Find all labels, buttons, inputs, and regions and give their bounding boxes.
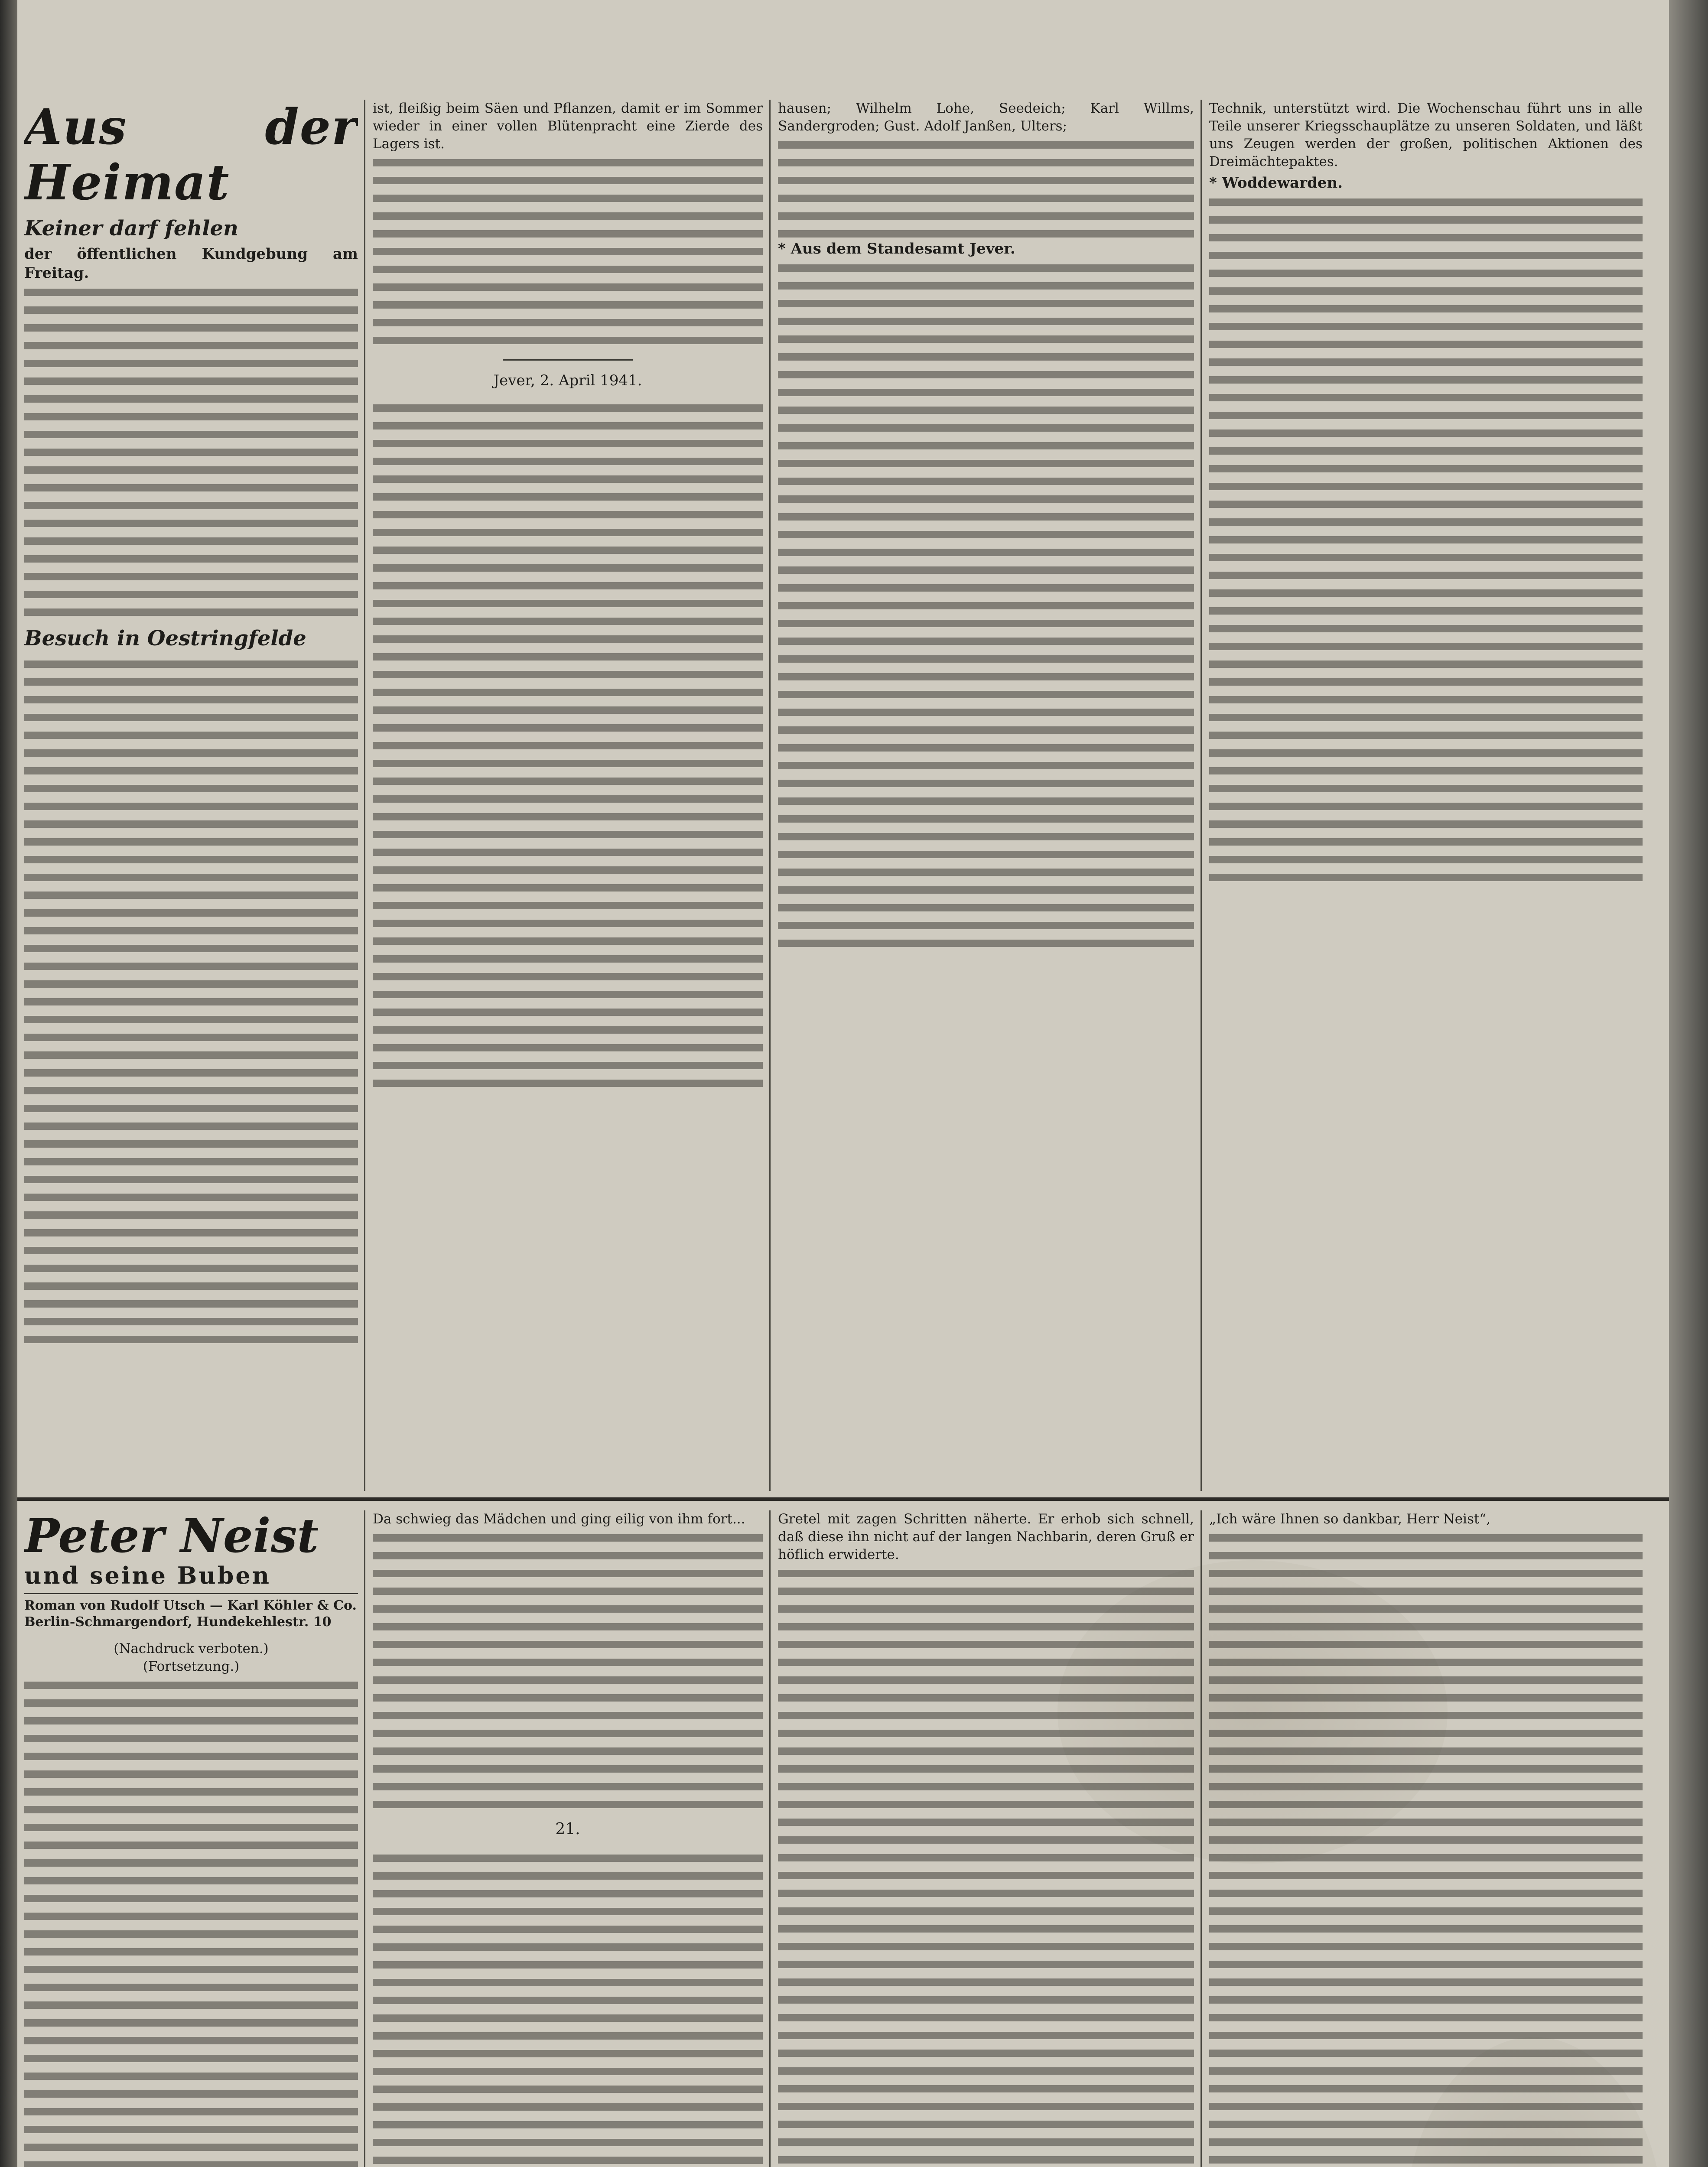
- news-item-heading: * Aus dem Standesamt Jever.: [778, 240, 1015, 257]
- section-masthead: Aus der Heimat: [24, 100, 358, 211]
- illegible-body-text: [373, 1848, 763, 2167]
- illegible-body-text: [778, 258, 1194, 952]
- article-paragraph: hausen; Wilhelm Lohe, Seedeich; Karl Willms, Sandergroden; Gust. Adolf Janßen, Ulters;: [778, 101, 1194, 134]
- column-2: [373, 100, 763, 1491]
- serial-credit: Roman von Rudolf Utsch — Karl Köhler & Co.: [24, 1598, 357, 1613]
- column-4: [1209, 100, 1643, 1491]
- reprint-notice: (Nachdruck verboten.): [114, 1641, 269, 1656]
- serial-column-a: [24, 1510, 358, 2167]
- serial-paragraph: Da schwieg das Mädchen und ging eilig von ihm fort...: [373, 1511, 745, 1527]
- news-item-heading: * Woddewarden.: [1209, 174, 1343, 192]
- page-edge-right: [1669, 0, 1708, 2167]
- serial-column-d: [1209, 1510, 1643, 2167]
- illegible-body-text: [1209, 1528, 1643, 2167]
- illegible-body-text: [373, 1528, 763, 1810]
- column-rule: [769, 1510, 771, 2167]
- article-paragraph: Technik, unterstützt wird. Die Wochenschau führt uns in alle Teile unserer Kriegsschauplätze zu unseren Soldaten, und läßt uns Zeugen werden der großen, politischen Aktionen des Dreimächtepaktes.: [1209, 101, 1643, 169]
- illegible-body-text: [24, 283, 358, 621]
- page-edge-left: [0, 0, 17, 2167]
- column-heimat: [24, 100, 358, 1491]
- illegible-body-text: [24, 654, 358, 1348]
- dateline: Jever, 2. April 1941.: [493, 372, 642, 389]
- serial-column-c: [778, 1510, 1194, 2167]
- serial-subtitle: und seine Buben: [24, 1562, 271, 1589]
- serial-paragraph: Gretel mit zagen Schritten näherte. Er erhob sich schnell, daß diese ihn nicht auf der langen Nachbarin, deren Gruß er höflich erwiderte.: [778, 1511, 1194, 1562]
- article-headline: Besuch in Oestringfelde: [24, 626, 306, 651]
- section-divider: [17, 1497, 1669, 1501]
- serial-column-b: [373, 1510, 763, 2167]
- illegible-body-text: [24, 1676, 358, 2167]
- article-paragraph: ist, fleißig beim Säen und Pflanzen, damit er im Sommer wieder in einer vollen Blütenpracht eine Zierde des Lagers ist.: [373, 101, 763, 152]
- separator: [503, 359, 633, 361]
- serial-paragraph: „Ich wäre Ihnen so dankbar, Herr Neist“,: [1209, 1511, 1491, 1527]
- newspaper-page: [17, 0, 1669, 2167]
- chapter-number: 21.: [555, 1820, 580, 1838]
- illegible-body-text: [1209, 192, 1643, 886]
- title-rule: [24, 1593, 358, 1594]
- article-headline: Keiner darf fehlen: [24, 216, 238, 241]
- column-rule: [769, 100, 771, 1491]
- illegible-body-text: [778, 1564, 1194, 2167]
- illegible-body-text: [778, 135, 1194, 239]
- illegible-body-text: [373, 153, 763, 348]
- serial-title: Peter Neist: [24, 1510, 319, 1563]
- article-lead: der öffentlichen Kundgebung am Freitag.: [24, 245, 358, 282]
- continuation-notice: (Fortsetzung.): [143, 1659, 240, 1674]
- column-rule: [364, 1510, 365, 2167]
- column-rule: [1200, 100, 1202, 1491]
- illegible-body-text: [373, 398, 763, 1092]
- column-rule: [1200, 1510, 1202, 2167]
- column-3: [778, 100, 1194, 1491]
- column-rule: [364, 100, 365, 1491]
- serial-credit: Berlin-Schmargendorf, Hundekehlestr. 10: [24, 1614, 332, 1630]
